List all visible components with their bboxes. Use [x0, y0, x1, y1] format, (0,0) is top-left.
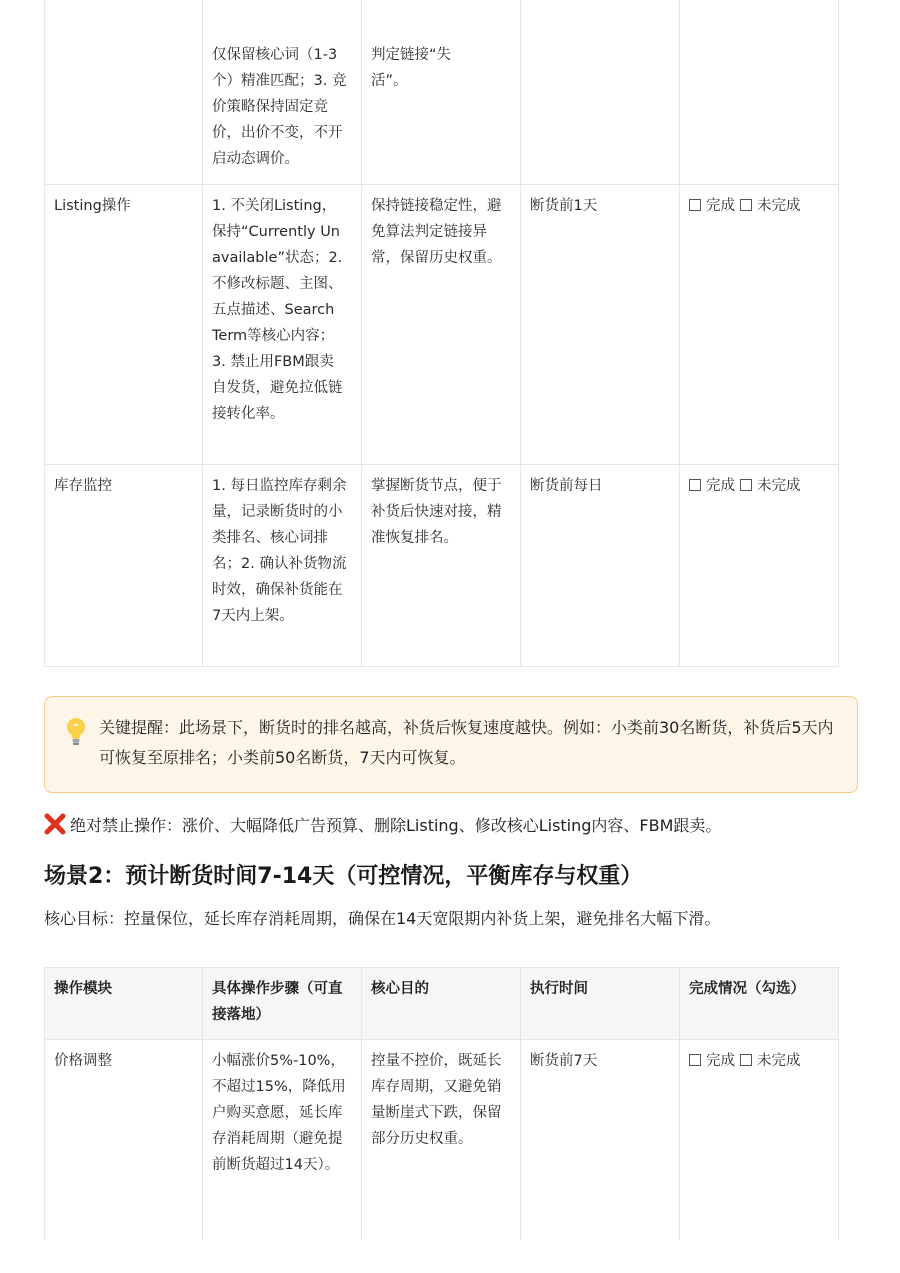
status-cell [680, 464, 839, 666]
module-cell: 库存监控 [45, 464, 203, 666]
undone-checkbox[interactable] [740, 479, 752, 491]
done-label: 完成 [706, 477, 735, 494]
time-cell: 断货前每日 [521, 464, 680, 666]
status-cell [680, 0, 839, 184]
purpose-cell: 掌握断货节点，便于补货后快速对接，精准恢复排名。 [362, 464, 521, 666]
done-checkbox[interactable] [689, 199, 701, 211]
done-label: 完成 [706, 197, 735, 214]
status-cell [680, 1040, 839, 1240]
time-cell: 断货前7天 [521, 1040, 680, 1240]
table-row [45, 0, 839, 184]
undone-label: 未完成 [757, 197, 801, 214]
undone-label: 未完成 [757, 1053, 801, 1069]
steps-cell: 仅保留核心词（1-3个）精准匹配；3. 竞价策略保持固定竞价，出价不变，不开启动态调价。 [203, 0, 362, 184]
column-header: 核心目的 [362, 968, 521, 1040]
done-checkbox[interactable] [689, 479, 701, 491]
table-row [45, 464, 839, 666]
table-row [45, 1040, 839, 1240]
purpose-cell: 控量不控价，既延长库存周期，又避免销量断崖式下跌，保留部分历史权重。 [362, 1040, 521, 1240]
lightbulb-icon [65, 717, 87, 747]
module-cell: Listing操作 [45, 184, 203, 464]
time-cell [521, 0, 680, 184]
module-cell: 价格调整 [45, 1040, 203, 1240]
purpose-cell: 判定链接“失活”。 [362, 0, 521, 184]
module-cell [45, 0, 203, 184]
scene1-operations-table [44, 0, 839, 667]
table-header-row [45, 968, 839, 1040]
undone-checkbox[interactable] [740, 1054, 752, 1066]
scene2-title: 场景2：预计断货时间7-14天（可控情况，平衡库存与权重） [44, 864, 643, 889]
steps-cell: 小幅涨价5%-10%，不超过15%，降低用户购买意愿，延长库存消耗周期（避免提前断货超过14天）。 [203, 1040, 362, 1240]
column-header: 操作模块 [45, 968, 203, 1040]
forbidden-text: 绝对禁止操作：涨价、大幅降低广告预算、删除Listing、修改核心Listing内容、FBM跟卖。 [70, 816, 722, 835]
done-label: 完成 [706, 1053, 735, 1069]
column-header: 完成情况（勾选） [680, 968, 839, 1040]
undone-label: 未完成 [757, 477, 801, 494]
table-row [45, 184, 839, 464]
steps-cell: 1. 不关闭Listing，保持“Currently Unavailable”状态；2. 不修改标题、主图、五点描述、Search Term等核心内容；3. 禁止用FBM跟卖自发货，避免拉低链接转化率。 [203, 184, 362, 464]
red-cross-icon [44, 813, 66, 835]
time-cell: 断货前1天 [521, 184, 680, 464]
scene2-operations-table [44, 967, 839, 1240]
done-checkbox[interactable] [689, 1054, 701, 1066]
key-reminder-text: 关键提醒：此场景下，断货时的排名越高，补货后恢复速度越快。例如：小类前30名断货，补货后5天内可恢复至原排名；小类前50名断货，7天内可恢复。 [99, 718, 834, 767]
forbidden-operations [44, 812, 858, 840]
column-header: 执行时间 [521, 968, 680, 1040]
column-header: 具体操作步骤（可直接落地） [203, 968, 362, 1040]
steps-cell: 1. 每日监控库存剩余量，记录断货时的小类排名、核心词排名；2. 确认补货物流时效，确保补货能在7天内上架。 [203, 464, 362, 666]
undone-checkbox[interactable] [740, 199, 752, 211]
key-reminder-callout [44, 696, 858, 793]
scene2-goal: 核心目标：控量保位，延长库存消耗周期，确保在14天宽限期内补货上架，避免排名大幅下滑。 [44, 909, 721, 928]
status-cell [680, 184, 839, 464]
purpose-cell: 保持链接稳定性，避免算法判定链接异常，保留历史权重。 [362, 184, 521, 464]
